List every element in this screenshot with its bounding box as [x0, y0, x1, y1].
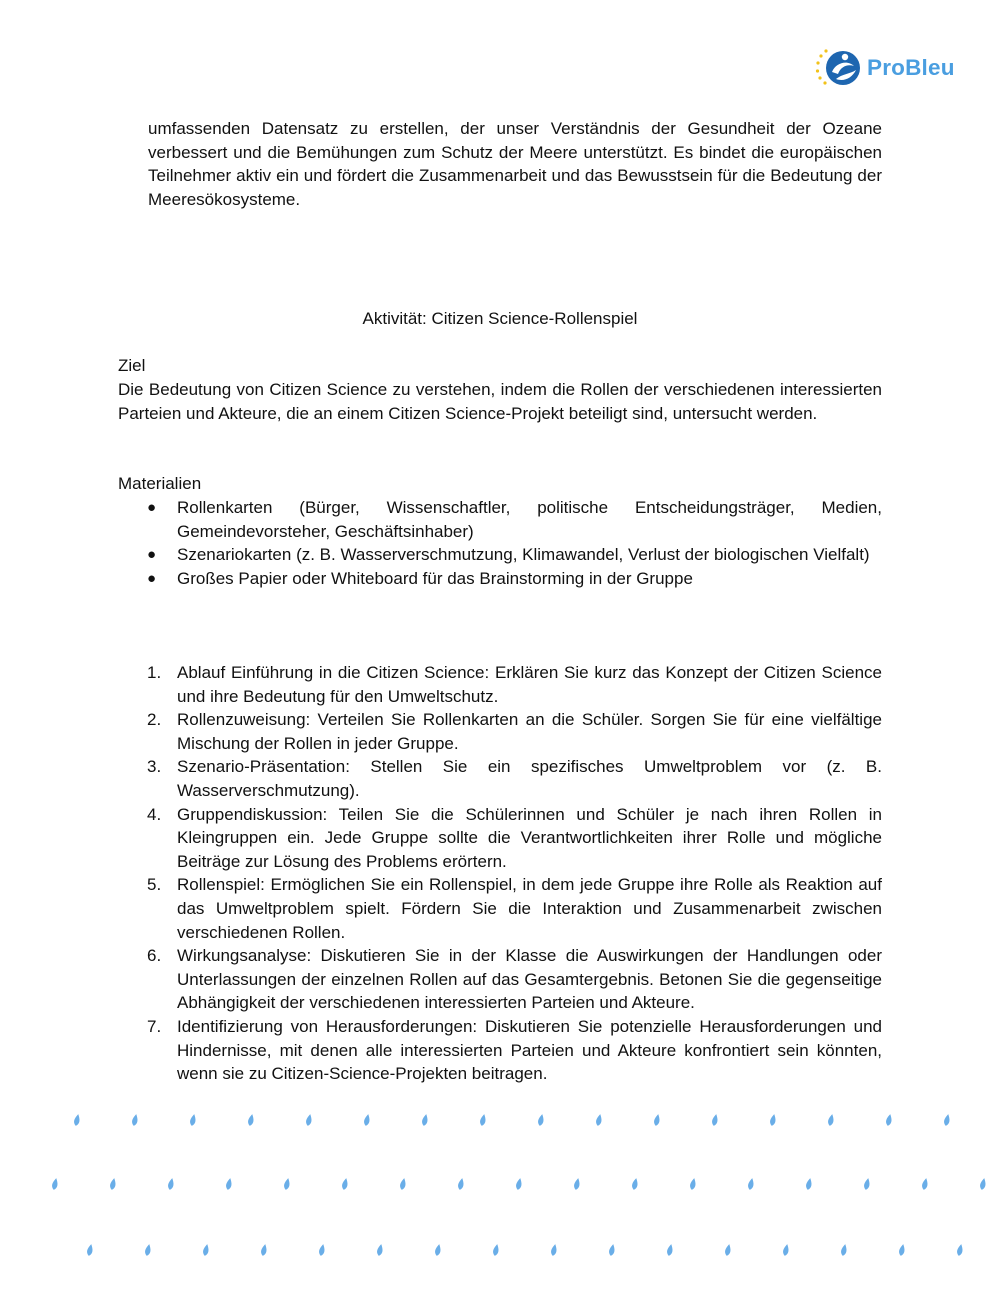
list-item [118, 803, 882, 874]
raindrop-icon [653, 1114, 661, 1127]
list-item [118, 944, 882, 1015]
step-text: Rollenzuweisung: Verteilen Sie Rollenkarten an die Schüler. Sorgen Sie für eine vielfältige Mischung der Rollen in jeder Gruppe. [177, 710, 882, 753]
raindrop-icon [689, 1178, 697, 1191]
raindrop-icon [318, 1244, 326, 1257]
bullet-icon: ● [147, 546, 157, 564]
raindrop-icon [131, 1114, 139, 1127]
probleu-logo [814, 46, 955, 90]
material-text: Rollenkarten (Bürger, Wissenschaftler, politische Entscheidungsträger, Medien, Gemeindevorsteher, Geschäftsinhaber) [177, 498, 882, 541]
raindrop-icon [827, 1114, 835, 1127]
logo-text: ProBleu [867, 55, 955, 81]
raindrop-icon [260, 1244, 268, 1257]
list-item [118, 708, 882, 755]
raindrop-icon [840, 1244, 848, 1257]
raindrop-icon [921, 1178, 929, 1191]
raindrop-icon [956, 1244, 964, 1257]
bullet-icon: ● [147, 499, 157, 516]
raindrop-icon [769, 1114, 777, 1127]
materialien-heading: Materialien [118, 474, 202, 493]
raindrop-icon [51, 1178, 59, 1191]
raindrop-icon [189, 1114, 197, 1127]
raindrop-icon [537, 1114, 545, 1127]
list-item [118, 496, 882, 543]
material-text: Szenariokarten (z. B. Wasserverschmutzung, Klimawandel, Verlust der biologischen Vielfalt) [177, 545, 870, 565]
step-text: Szenario-Präsentation: Stellen Sie ein spezifisches Umweltproblem vor (z. B. Wasserverschmutzung). [177, 757, 882, 800]
raindrop-icon [363, 1114, 371, 1127]
raindrop-icon [666, 1244, 674, 1257]
raindrop-icon [144, 1244, 152, 1257]
raindrop-icon [711, 1114, 719, 1127]
list-item [118, 567, 882, 591]
activity-title: Aktivität: Citizen Science-Rollenspiel [362, 309, 638, 328]
step-number: 2. [147, 710, 162, 730]
step-text: Identifizierung von Herausforderungen: Diskutieren Sie potenzielle Herausforderungen und Hindernisse, mit denen alle interessierten Parteien und Akteure konfrontiert sein könnten, wenn sie zu Citizen-Science-Projekten beitragen. [177, 1016, 882, 1084]
raindrop-icon [305, 1114, 313, 1127]
raindrop-icon [73, 1114, 81, 1127]
raindrop-icon [747, 1178, 755, 1191]
raindrop-icon [608, 1244, 616, 1257]
raindrop-icon [283, 1178, 291, 1191]
raindrop-icon [898, 1244, 906, 1257]
step-number: 7. [147, 1016, 162, 1036]
intro-paragraph: umfassenden Datensatz zu erstellen, der unser Verständnis der Gesundheit der Ozeane verbessert und die Bemühungen zum Schutz der Meere unterstützt. Es bindet die europäischen Teilnehmer aktiv ein und fördert die Zusammenarbeit und das Bewusstsein für die Bedeutung der Meeresökosysteme. [148, 119, 882, 209]
probleu-logo-icon [814, 46, 864, 90]
materials-list [118, 496, 882, 590]
raindrop-icon [782, 1244, 790, 1257]
raindrop-icon [805, 1178, 813, 1191]
ziel-heading: Ziel [118, 356, 146, 375]
list-item [118, 1015, 882, 1086]
raindrop-icon [550, 1244, 558, 1257]
raindrop-icon [573, 1178, 581, 1191]
raindrop-icon [341, 1178, 349, 1191]
raindrop-icon [979, 1178, 987, 1191]
step-number: 5. [147, 875, 162, 895]
raindrop-icon [202, 1244, 210, 1257]
step-text: Gruppendiskussion: Teilen Sie die Schülerinnen und Schüler je nach ihren Rollen in Kleingruppen ein. Jede Gruppe sollte die Verantwortlichkeiten ihrer Rolle und mögliche Beiträge zur Lösung des Problems erörtern. [177, 804, 882, 871]
raindrop-icon [943, 1114, 951, 1127]
raindrop-icon [421, 1114, 429, 1127]
list-item [118, 755, 882, 802]
raindrop-icon [434, 1244, 442, 1257]
raindrop-icon [109, 1178, 117, 1191]
step-number: 6. [147, 946, 162, 966]
step-number: 1. [147, 663, 162, 682]
material-text: Großes Papier oder Whiteboard für das Brainstorming in der Gruppe [177, 568, 693, 588]
step-number: 3. [147, 757, 162, 777]
raindrop-icon [167, 1178, 175, 1191]
list-item [118, 543, 882, 567]
raindrop-icon [631, 1178, 639, 1191]
raindrop-icon [515, 1178, 523, 1191]
raindrop-icon [492, 1244, 500, 1257]
raindrop-icon [595, 1114, 603, 1127]
raindrop-icon [399, 1178, 407, 1191]
step-number: 4. [147, 804, 162, 824]
raindrop-icon [457, 1178, 465, 1191]
step-text: Ablauf Einführung in die Citizen Science: Erklären Sie kurz das Konzept der Citizen Science und ihre Bedeutung für den Umweltschutz. [177, 663, 882, 706]
raindrop-icon [376, 1244, 384, 1257]
raindrop-icon [863, 1178, 871, 1191]
raindrop-icon [247, 1114, 255, 1127]
ziel-text: Die Bedeutung von Citizen Science zu verstehen, indem die Rollen der verschiedenen interessierten Parteien und Akteure, die an einem Citizen Science-Projekt beteiligt sind, untersucht werden. [118, 380, 882, 423]
bullet-icon: ● [147, 569, 157, 587]
raindrop-icon [724, 1244, 732, 1257]
step-text: Rollenspiel: Ermöglichen Sie ein Rollenspiel, in dem jede Gruppe ihre Rolle als Reaktion auf das Umweltproblem spielt. Fördern Sie die Interaktion und Zusammenarbeit zwischen verschiedenen Rollen. [177, 875, 882, 942]
raindrop-pattern [0, 1100, 1000, 1294]
list-item [118, 661, 882, 708]
raindrop-icon [225, 1178, 233, 1191]
steps-list [118, 661, 882, 1086]
raindrop-icon [479, 1114, 487, 1127]
raindrop-icon [86, 1244, 94, 1257]
step-text: Wirkungsanalyse: Diskutieren Sie in der Klasse die Auswirkungen der Handlungen oder Unterlassungen der einzelnen Rollen auf das Gesamtergebnis. Betonen Sie die gegenseitige Abhängigkeit der verschiedenen interessierten Parteien und Akteure. [177, 946, 882, 1013]
raindrop-icon [885, 1114, 893, 1127]
list-item [118, 873, 882, 944]
